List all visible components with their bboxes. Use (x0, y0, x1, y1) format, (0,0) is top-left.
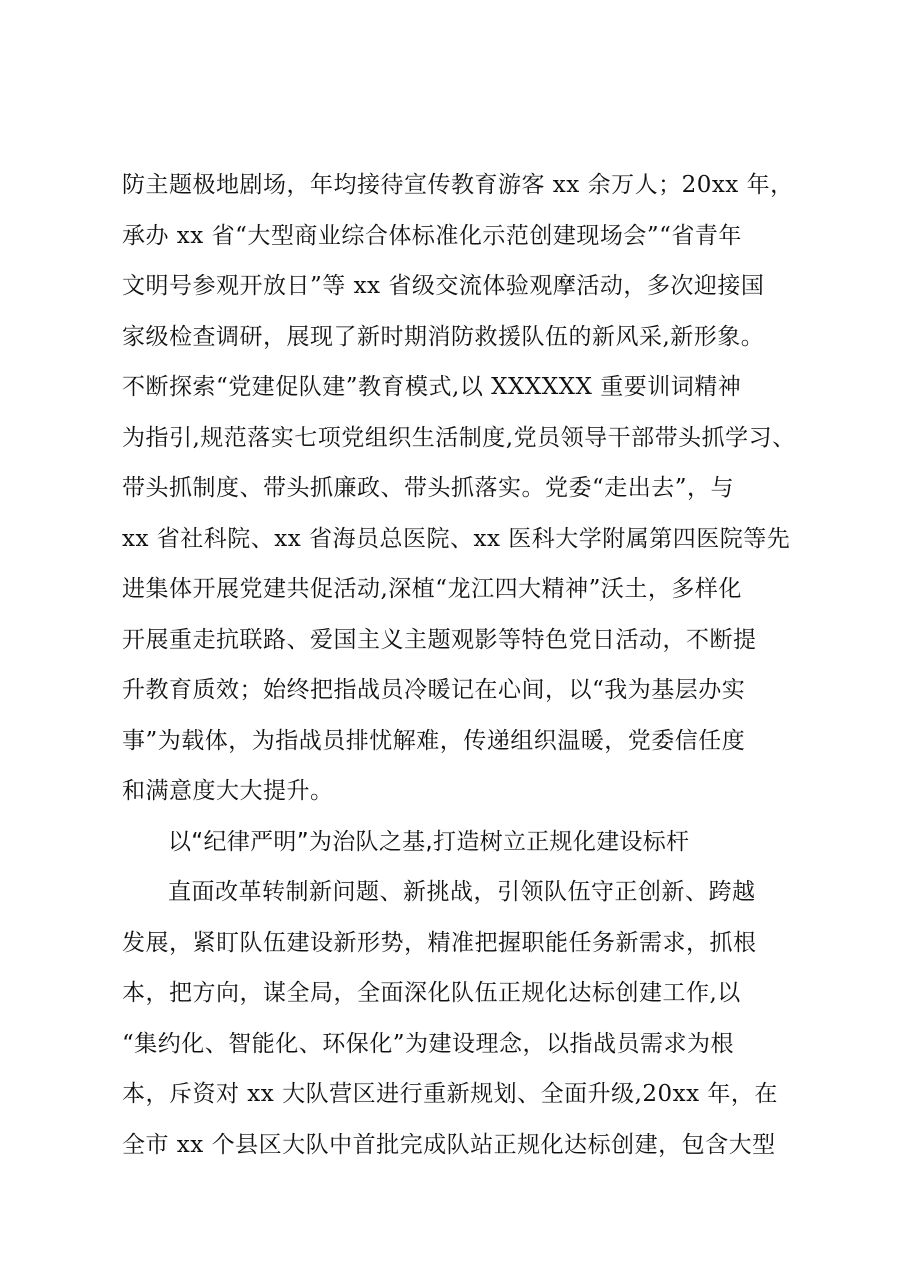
paragraph-line: 和满意度大大提升。 (122, 778, 334, 804)
paragraph-line: 升教育质效；始终把指战员冷暖记在心间，以“我为基层办实 (122, 677, 746, 703)
paragraph-line: 文明号参观开放日”等 xx 省级交流体验观摩活动，多次迎接国 (122, 273, 765, 299)
paragraph-line: 直面改革转制新问题、新挑战，引领队伍守正创新、跨越 (168, 879, 756, 905)
section-heading: 以“纪律严明”为治队之基,打造树立正规化建设标杆 (168, 829, 690, 855)
paragraph-line: 为指引,规范落实七项党组织生活制度,党员领导干部带头抓学习、 (122, 425, 796, 451)
paragraph-line: 防主题极地剧场，年均接待宣传教育游客 xx 余万人；20xx 年， (122, 172, 794, 198)
paragraph-line: 承办 xx 省“大型商业综合体标准化示范创建现场会”“省青年 (122, 223, 742, 249)
paragraph-line: 家级检查调研，展现了新时期消防救援队伍的新风采,新形象。 (122, 324, 765, 350)
paragraph-line: “集约化、智能化、环保化”为建设理念，以指战员需求为根 (122, 1031, 735, 1057)
paragraph-line: xx 省社科院、xx 省海员总医院、xx 医科大学附属第四医院等先 (122, 526, 791, 552)
paragraph-line: 开展重走抗联路、爱国主义主题观影等特色党日活动，不断提 (122, 627, 757, 653)
paragraph-line: 带头抓制度、带头抓廉政、带头抓落实。党委“走出去”，与 (122, 475, 735, 501)
paragraph-line: 全市 xx 个县区大队中首批完成队站正规化达标创建，包含大型 (122, 1132, 776, 1158)
paragraph-line: 不断探索“党建促队建”教育模式,以 XXXXXX 重要训词精神 (122, 374, 742, 400)
paragraph-line: 发展，紧盯队伍建设新形势，精准把握职能任务新需求，抓根 (122, 930, 757, 956)
paragraph-line: 进集体开展党建共促活动,深植“龙江四大精神”沃土，多样化 (122, 576, 742, 602)
paragraph-line: 本，斥资对 xx 大队营区进行重新规划、全面升级,20xx 年，在 (122, 1081, 778, 1107)
paragraph-line: 事”为载体，为指战员排忧解难，传递组织温暖，党委信任度 (122, 728, 746, 754)
paragraph-line: 本，把方向，谋全局，全面深化队伍正规化达标创建工作,以 (122, 980, 741, 1006)
